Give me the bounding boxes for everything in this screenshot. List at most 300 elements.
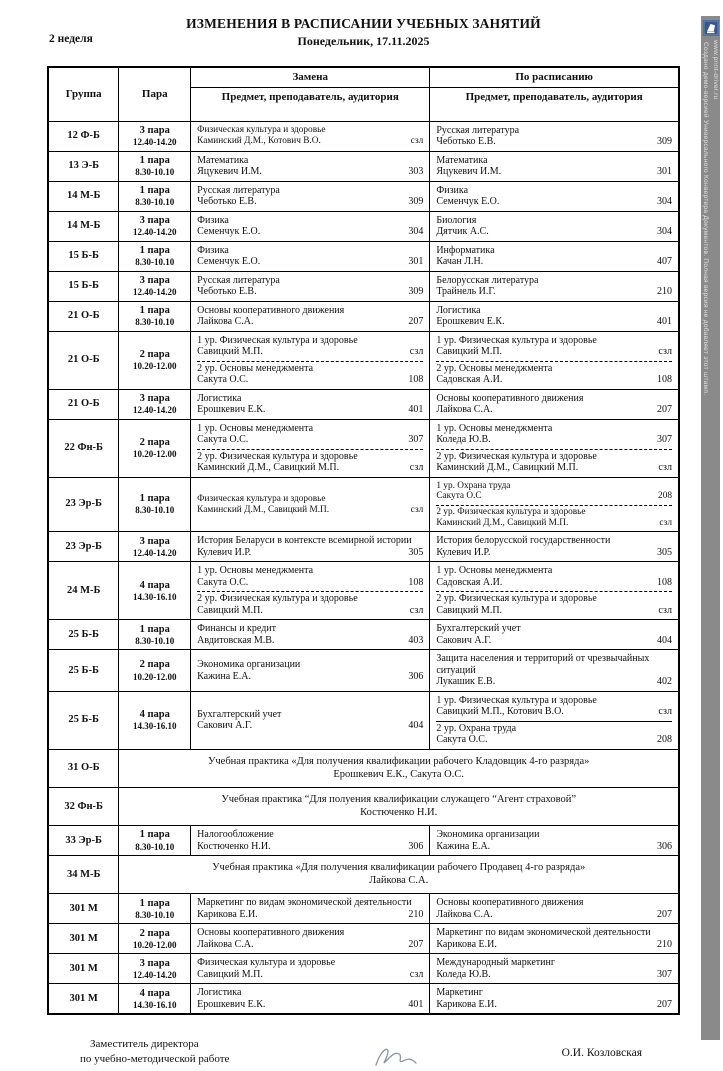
zamena-cell [191, 181, 430, 211]
lesson-entry [436, 694, 672, 719]
entry-room: сзл [409, 604, 424, 616]
watermark-url: www.print-driver.ru [712, 40, 719, 100]
header-zamena-sub: Предмет, преподаватель, аудитория [191, 87, 430, 121]
practice-teacher: Костюченко Н.И. [360, 807, 438, 819]
practice-title: Учебная практика “Для полуения квалификации служащего “Агент страховой” [221, 794, 577, 806]
table-row [48, 620, 679, 650]
pair-cell [119, 954, 191, 984]
entry-subject: 1 ур. Основы менеджмента [436, 565, 553, 577]
entry-line [197, 547, 423, 559]
entry-subject: Экономика организации [197, 659, 301, 671]
entry-line [197, 635, 423, 647]
entry-teacher: Сакута О.С. [197, 576, 249, 588]
entry-line [436, 196, 672, 208]
lesson-entry [197, 244, 423, 269]
lesson-entry [436, 154, 672, 179]
table-row [48, 924, 679, 954]
pair-label: 1 пара [139, 897, 170, 909]
pair-cell [119, 301, 191, 331]
entry-room: сзл [658, 706, 672, 718]
pair-label: 3 пара [139, 214, 170, 226]
pair-time: 10.20-12.00 [133, 671, 177, 682]
schedule-table-header [48, 67, 679, 121]
lesson-entry [436, 956, 672, 981]
entry-subject: Физическая культура и здоровье [197, 493, 326, 504]
table-row [48, 826, 679, 856]
entry-subject: 2 ур. Физическая культура и здоровье [436, 593, 597, 605]
table-row [48, 856, 679, 894]
pair-cell [119, 331, 191, 389]
entry-room: 306 [408, 670, 424, 682]
table-row [48, 121, 679, 151]
pair-cell [119, 650, 191, 692]
pair-time: 8.30-10.10 [135, 635, 175, 646]
entry-line [197, 720, 423, 732]
zamena-cell [191, 532, 430, 562]
entry-teacher: Савицкий М.П. [197, 968, 263, 980]
pair-label: 1 пара [139, 184, 170, 196]
entry-subject: Основы кооперативного движения [436, 897, 584, 909]
entry-teacher: Яцукевич И.М. [436, 166, 502, 178]
entry-room: сзл [409, 968, 424, 980]
entry-teacher: Коледа Ю.В. [436, 434, 491, 446]
group-cell: 13 Э-Б [48, 151, 119, 181]
entry-teacher: Семенчук Е.О. [436, 196, 500, 208]
lesson-entry [197, 124, 423, 147]
entry-line [197, 909, 423, 921]
lesson-entry [436, 392, 672, 417]
table-row [48, 650, 679, 692]
entry-teacher: Каминский Д.М., Котович В.О. [197, 136, 321, 147]
entry-room: 207 [657, 908, 672, 920]
zamena-cell [191, 211, 430, 241]
lesson-entry [436, 274, 672, 299]
schedule-table [47, 66, 680, 1015]
group-cell: 32 Фн-Б [48, 788, 119, 826]
entry-line [436, 491, 672, 502]
schedule-cell [430, 301, 679, 331]
entry-teacher: Дятчик А.С. [436, 226, 489, 238]
entry-room: 309 [657, 136, 672, 148]
entry-teacher: Сакович А.Г. [197, 720, 253, 732]
entry-room: 303 [408, 166, 424, 178]
entry-room: сзл [659, 517, 672, 528]
table-row [48, 788, 679, 826]
entry-room: 207 [408, 938, 424, 950]
practice-cell [119, 788, 679, 826]
entry-line [436, 434, 672, 446]
footer-position [80, 1037, 230, 1066]
entry-teacher: Ерошкевич Е.К. [436, 316, 505, 328]
entry-teacher: Качан Л.Н. [436, 256, 484, 268]
lesson-entry [436, 449, 672, 475]
zamena-cell [191, 301, 430, 331]
pair-time: 12.40-14.20 [133, 969, 177, 980]
pair-label: 3 пара [139, 392, 170, 404]
zamena-cell [191, 650, 430, 692]
lesson-entry [436, 244, 672, 269]
entry-subject: Маркетинг по видам экономической деятельности [436, 927, 651, 939]
table-row [48, 691, 679, 749]
entry-line [197, 841, 423, 853]
entry-subject: Логистика [197, 392, 242, 404]
practice-title: Учебная практика «Для получения квалификации рабочего Кладовщик 4-го разряда» [207, 755, 590, 767]
entry-teacher: Лайкова С.А. [436, 404, 493, 416]
pair-label: 2 пара [139, 927, 170, 939]
entry-teacher: Каминский Д.М., Савицкий М.П. [197, 462, 340, 474]
pair-time: 14.30-16.10 [133, 721, 177, 732]
entry-teacher: Савицкий М.П., Котович В.О. [436, 706, 564, 718]
entry-teacher: Савицкий М.П. [436, 604, 503, 616]
lesson-entry [197, 591, 423, 617]
entry-line [436, 841, 672, 853]
entry-subject: Математика [436, 154, 488, 166]
pair-time: 8.30-10.10 [135, 257, 175, 267]
practice-teacher: Лайкова С.А. [369, 875, 429, 887]
lesson-entry [436, 124, 672, 149]
pair-time: 10.20-12.00 [133, 449, 177, 459]
lesson-entry [197, 564, 423, 589]
lesson-entry [436, 591, 672, 617]
entry-teacher: Яцукевич И.М. [197, 166, 262, 178]
pair-cell [119, 532, 191, 562]
entry-teacher: Сакута О.С. [436, 734, 488, 746]
entry-subject: Основы кооперативного движения [197, 304, 345, 316]
pair-time: 8.30-10.10 [135, 505, 175, 516]
entry-line [197, 346, 423, 358]
entry-line [197, 999, 423, 1011]
entry-room: 309 [408, 286, 424, 298]
lesson-entry [197, 274, 423, 299]
schedule-cell [430, 826, 679, 856]
table-row [48, 532, 679, 562]
entry-room: 208 [658, 491, 672, 502]
entry-line [197, 256, 423, 268]
entry-teacher: Семенчук Е.О. [197, 226, 261, 238]
entry-teacher: Трайнель И.Г. [436, 286, 496, 298]
lesson-entry [197, 658, 423, 683]
lesson-entry [197, 184, 423, 209]
entry-line [197, 196, 423, 208]
lesson-entry [197, 334, 423, 359]
schedule-cell [430, 620, 679, 650]
pair-time: 12.40-14.20 [133, 137, 177, 147]
entry-line [197, 969, 423, 981]
schedule-cell [430, 691, 679, 749]
lesson-entry [436, 334, 672, 359]
table-row [48, 301, 679, 331]
entry-room: 301 [657, 166, 672, 178]
entry-teacher: Лайкова С.А. [436, 908, 493, 920]
schedule-cell [430, 532, 679, 562]
pair-cell [119, 389, 191, 419]
print-driver-watermark-icon [703, 20, 719, 36]
entry-room: 304 [657, 226, 672, 238]
table-row [48, 419, 679, 477]
schedule-cell [430, 389, 679, 419]
entry-teacher: Авдитовская М.В. [197, 634, 275, 646]
entry-teacher: Сакута О.С [436, 491, 482, 502]
entry-room: 305 [657, 546, 672, 558]
lesson-entry [436, 505, 672, 529]
entry-room: 307 [408, 434, 424, 446]
entry-room: 407 [657, 256, 672, 268]
entry-subject: Бухгалтерский учет [197, 708, 282, 720]
pair-time: 8.30-10.10 [135, 841, 175, 852]
footer-position-line2: по учебно-методической работе [80, 1052, 230, 1065]
group-cell: 301 М [48, 924, 119, 954]
lesson-entry [197, 493, 423, 516]
entry-teacher: Каминский Д.М., Савицкий М.П. [436, 517, 569, 528]
entry-line [436, 166, 672, 178]
entry-teacher: Сакович А.Г. [436, 634, 492, 646]
table-row [48, 389, 679, 419]
lesson-entry [436, 214, 672, 239]
entry-subject: Логистика [436, 304, 481, 316]
table-row [48, 984, 679, 1015]
zamena-cell [191, 331, 430, 389]
group-cell: 21 О-Б [48, 301, 119, 331]
entry-subject: Финансы и кредит [197, 623, 277, 635]
group-cell: 15 Б-Б [48, 241, 119, 271]
entry-subject: Маркетинг [436, 987, 483, 999]
entry-room: 108 [657, 374, 672, 386]
entry-subject: Русская литература [197, 274, 280, 286]
pair-label: 2 пара [139, 659, 170, 671]
pair-time: 12.40-14.20 [133, 547, 177, 558]
entry-subject: Физика [436, 184, 469, 196]
entry-room: 108 [408, 576, 424, 588]
group-cell: 23 Эр-Б [48, 532, 119, 562]
lesson-entry [436, 926, 672, 951]
entry-teacher: Лайкова С.А. [197, 316, 254, 328]
lesson-entry [197, 422, 423, 447]
lesson-entry [197, 926, 423, 951]
signature-scribble [229, 1037, 561, 1071]
zamena-cell [191, 894, 430, 924]
entry-teacher: Каминский Д.М., Савицкий М.П. [436, 462, 579, 474]
entry-subject: Логистика [197, 987, 242, 999]
zamena-cell [191, 984, 430, 1015]
lesson-entry [436, 534, 672, 559]
pair-label: 4 пара [139, 987, 170, 999]
table-row [48, 271, 679, 301]
entry-teacher: Кажина Е.А. [197, 670, 251, 682]
entry-line [436, 999, 672, 1011]
lesson-entry [197, 534, 423, 559]
zamena-cell [191, 826, 430, 856]
pair-label: 1 пара [139, 829, 170, 841]
lesson-entry [197, 986, 423, 1011]
entry-teacher: Коледа Ю.В. [436, 968, 491, 980]
watermark-strip [701, 16, 720, 1040]
entry-line [197, 671, 423, 683]
entry-subject: 2 ур. Охрана труда [436, 722, 517, 734]
lesson-entry [197, 214, 423, 239]
entry-line [436, 374, 672, 386]
pair-cell [119, 924, 191, 954]
practice-cell [119, 856, 679, 894]
entry-line [197, 434, 423, 446]
entry-room: 305 [408, 546, 424, 558]
lesson-entry [436, 622, 672, 647]
practice-title: Учебная практика «Для получения квалификации рабочего Продавец 4-го разряда» [212, 862, 586, 874]
entry-subject: История Беларуси в контексте всемирной истории [197, 535, 412, 547]
lesson-entry [197, 449, 423, 475]
entry-teacher: Ерошкевич Е.К. [197, 998, 266, 1010]
group-cell: 301 М [48, 984, 119, 1015]
entry-line [436, 346, 672, 358]
entry-room: 404 [657, 634, 672, 646]
entry-line [436, 577, 672, 589]
group-cell: 34 М-Б [48, 856, 119, 894]
entry-room: 404 [408, 720, 424, 732]
zamena-cell [191, 562, 430, 620]
lesson-entry [197, 154, 423, 179]
entry-subject: 2 ур. Физическая культура и здоровье [436, 450, 597, 462]
pair-label: 1 пара [139, 304, 170, 316]
entry-teacher: Кажина Е.А. [436, 840, 491, 852]
lesson-entry [436, 422, 672, 447]
entry-teacher: Лукашик Е.В. [436, 676, 496, 688]
entry-subject: 1 ур. Основы менеджмента [436, 422, 553, 434]
entry-room: 402 [657, 676, 672, 688]
group-cell: 14 М-Б [48, 181, 119, 211]
entry-room: сзл [410, 504, 424, 515]
pair-time: 8.30-10.10 [135, 167, 175, 177]
pair-cell [119, 241, 191, 271]
pair-time: 12.40-14.20 [133, 405, 177, 415]
entry-subject: 1 ур. Основы менеджмента [197, 422, 314, 434]
group-cell: 12 Ф-Б [48, 121, 119, 151]
group-cell: 21 О-Б [48, 389, 119, 419]
entry-room: 108 [408, 374, 424, 386]
schedule-cell [430, 984, 679, 1015]
entry-subject: Маркетинг по видам экономической деятельности [197, 897, 412, 909]
entry-room: 306 [657, 840, 672, 852]
table-row [48, 954, 679, 984]
entry-teacher: Савицкий М.П. [197, 604, 263, 616]
entry-line [436, 676, 672, 688]
entry-teacher: Чеботько Е.В. [197, 196, 257, 208]
entry-subject: Основы кооперативного движения [436, 392, 584, 404]
entry-line [436, 256, 672, 268]
entry-teacher: Садовская А.И. [436, 374, 503, 386]
schedule-cell [430, 477, 679, 532]
lesson-entry [436, 304, 672, 329]
pair-time: 12.40-14.20 [133, 227, 177, 237]
practice-teacher: Ерошкевич Е.К., Сакута О.С. [333, 768, 464, 780]
pair-label: 1 пара [139, 493, 170, 505]
group-cell: 301 М [48, 954, 119, 984]
lesson-entry [197, 622, 423, 647]
schedule-table-body [48, 121, 679, 1014]
entry-subject: 1 ур. Физическая культура и здоровье [197, 334, 358, 346]
document-footer [47, 1037, 680, 1071]
entry-line [436, 316, 672, 328]
entry-room: 307 [657, 434, 672, 446]
entry-teacher: Садовская А.И. [436, 576, 503, 588]
watermark-text: Создано демо-версией Универсального Конвертера Документов. Полная версия не добавляет этот штамп. [702, 42, 709, 396]
pair-cell [119, 691, 191, 749]
entry-line [197, 374, 423, 386]
group-cell: 33 Эр-Б [48, 826, 119, 856]
schedule-cell [430, 954, 679, 984]
pair-time: 10.20-12.00 [133, 939, 177, 950]
lesson-entry [436, 361, 672, 387]
entry-room: 401 [408, 404, 424, 416]
entry-subject: Физическая культура и здоровье [197, 125, 326, 136]
pair-time: 8.30-10.10 [135, 909, 175, 920]
entry-subject: Экономика организации [436, 829, 540, 841]
entry-teacher: Кулевич И.Р. [197, 546, 252, 558]
table-row [48, 211, 679, 241]
schedule-cell [430, 181, 679, 211]
footer-signer-name: О.И. Козловская [561, 1047, 642, 1060]
header-schedule-sub: Предмет, преподаватель, аудитория [430, 87, 679, 121]
entry-subject: 2 ур. Основы менеджмента [197, 362, 314, 374]
table-row [48, 477, 679, 532]
entry-subject: Международный маркетинг [436, 957, 555, 969]
pair-cell [119, 211, 191, 241]
zamena-cell [191, 954, 430, 984]
practice-cell [119, 749, 679, 787]
table-row [48, 181, 679, 211]
schedule-cell [430, 924, 679, 954]
pair-cell [119, 562, 191, 620]
pair-cell [119, 894, 191, 924]
group-cell: 15 Б-Б [48, 271, 119, 301]
entry-room: сзл [409, 346, 424, 358]
entry-teacher: Чеботько Е.В. [197, 286, 257, 298]
entry-line [436, 226, 672, 238]
entry-teacher: Карикова Е.И. [436, 998, 497, 1010]
entry-room: 304 [408, 226, 424, 238]
group-cell: 301 М [48, 894, 119, 924]
zamena-cell [191, 121, 430, 151]
pair-label: 3 пара [139, 124, 170, 136]
entry-line [436, 605, 672, 617]
pair-cell [119, 181, 191, 211]
schedule-cell [430, 419, 679, 477]
entry-subject: Бухгалтерский учет [436, 623, 521, 635]
lesson-entry [197, 828, 423, 853]
entry-line [436, 518, 672, 529]
pair-label: 4 пара [139, 709, 170, 721]
entry-room: 208 [657, 734, 672, 746]
lesson-entry [197, 361, 423, 387]
pair-cell [119, 151, 191, 181]
entry-room: 210 [657, 938, 672, 950]
entry-teacher: Карикова Е.И. [436, 938, 497, 950]
entry-line [197, 226, 423, 238]
pair-cell [119, 419, 191, 477]
zamena-cell [191, 419, 430, 477]
entry-room: сзл [658, 346, 672, 358]
lesson-entry [436, 828, 672, 853]
entry-line [197, 136, 423, 147]
entry-line [436, 939, 672, 951]
pair-label: 3 пара [139, 535, 170, 547]
group-cell: 22 Фн-Б [48, 419, 119, 477]
group-cell: 31 О-Б [48, 749, 119, 787]
entry-room: 301 [408, 256, 424, 268]
pair-cell [119, 477, 191, 532]
schedule-cell [430, 331, 679, 389]
schedule-cell [430, 271, 679, 301]
entry-room: 304 [657, 196, 672, 208]
entry-room: 306 [408, 840, 424, 852]
